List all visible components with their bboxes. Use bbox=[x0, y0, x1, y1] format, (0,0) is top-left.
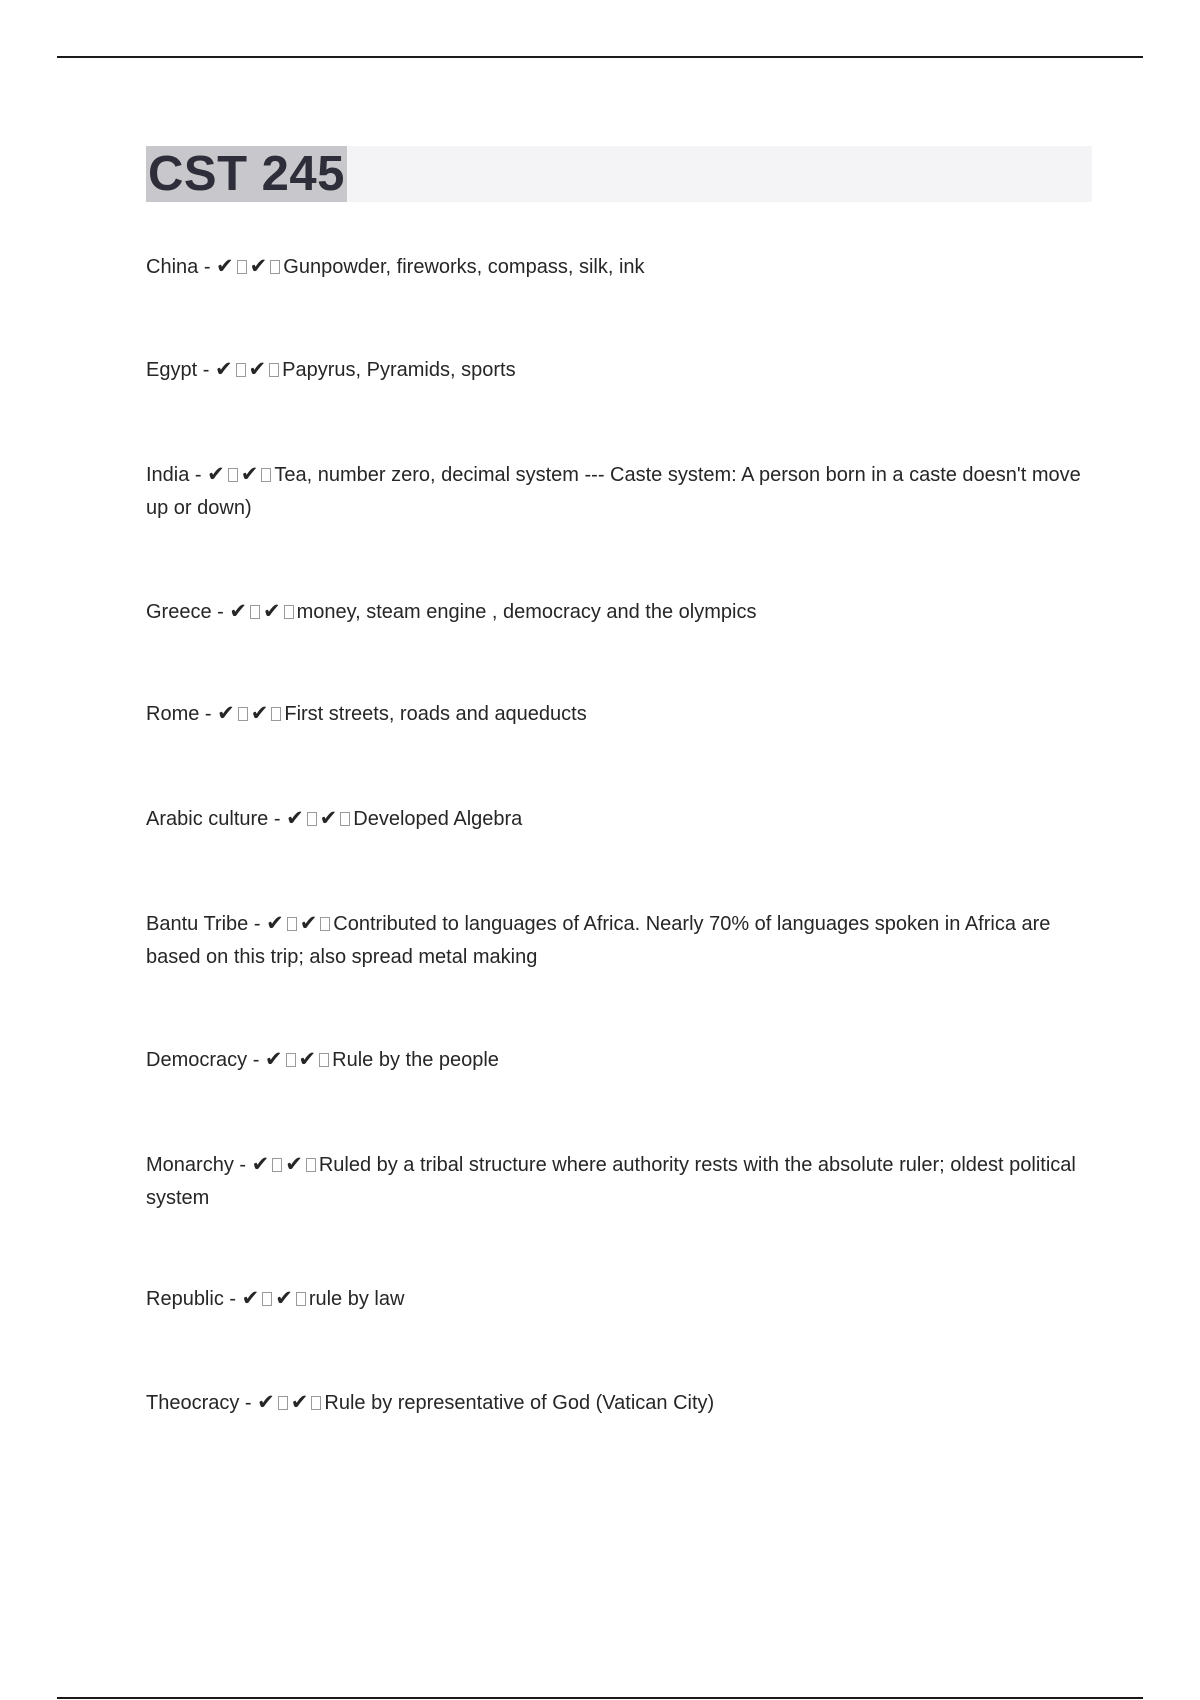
check-icon: ✔ bbox=[290, 1390, 309, 1414]
entry-republic bbox=[146, 1282, 1096, 1316]
missing-glyph-icon bbox=[307, 812, 317, 826]
entry-definition: Developed Algebra bbox=[353, 808, 523, 830]
check-icon: ✔ bbox=[299, 911, 318, 935]
entry-definition: Tea, number zero, decimal system --- Caste system: A person born in a caste doesn't move up or down) bbox=[146, 464, 1081, 519]
entry-arabic-culture bbox=[146, 802, 1096, 836]
page-title: CST 245 bbox=[148, 147, 345, 201]
missing-glyph-icon bbox=[272, 1158, 282, 1172]
entry-term: Theocracy bbox=[146, 1392, 240, 1414]
missing-glyph-icon bbox=[271, 707, 281, 721]
entry-separator: - bbox=[211, 601, 230, 623]
entry-definition: Gunpowder, fireworks, compass, silk, ink bbox=[283, 256, 645, 278]
entry-term: Republic bbox=[146, 1288, 224, 1310]
entry-definition: Rule by representative of God (Vatican City) bbox=[324, 1392, 715, 1414]
missing-glyph-icon bbox=[262, 1292, 272, 1306]
check-icon: ✔ bbox=[241, 1286, 260, 1310]
missing-glyph-icon bbox=[269, 363, 279, 377]
check-icon: ✔ bbox=[214, 357, 233, 381]
entry-separator: - bbox=[239, 1392, 258, 1414]
check-icon: ✔ bbox=[266, 911, 284, 935]
entry-separator: - bbox=[197, 359, 215, 381]
missing-glyph-icon bbox=[320, 917, 330, 931]
missing-glyph-icon bbox=[250, 605, 260, 619]
entry-definition: money, steam engine , democracy and the olympics bbox=[296, 601, 757, 623]
entry-theocracy bbox=[146, 1386, 1096, 1420]
entry-definition: rule by law bbox=[308, 1288, 405, 1310]
entry-greece bbox=[146, 595, 1096, 629]
entry-rome bbox=[146, 697, 1096, 731]
entry-separator: - bbox=[268, 808, 287, 830]
entry-definition: Contributed to languages of Africa. Nearly 70% of languages spoken in Africa are based on this trip; also spread metal making bbox=[146, 913, 1051, 968]
entry-bantu-tribe bbox=[146, 907, 1096, 974]
check-icon: ✔ bbox=[285, 1152, 303, 1176]
missing-glyph-icon bbox=[261, 468, 271, 482]
check-icon: ✔ bbox=[249, 254, 268, 278]
missing-glyph-icon bbox=[296, 1292, 306, 1306]
check-icon: ✔ bbox=[216, 254, 234, 278]
missing-glyph-icon bbox=[270, 260, 280, 274]
missing-glyph-icon bbox=[306, 1158, 316, 1172]
entry-separator: - bbox=[189, 464, 208, 486]
missing-glyph-icon bbox=[238, 707, 248, 721]
check-icon: ✔ bbox=[250, 701, 269, 725]
entry-term: Bantu Tribe bbox=[146, 913, 249, 935]
entry-term: India bbox=[146, 464, 190, 486]
check-icon: ✔ bbox=[240, 462, 259, 486]
entry-monarchy bbox=[146, 1148, 1096, 1215]
entry-term: Egypt bbox=[146, 359, 198, 381]
missing-glyph-icon bbox=[340, 812, 350, 826]
missing-glyph-icon bbox=[287, 917, 297, 931]
check-icon: ✔ bbox=[319, 806, 338, 830]
check-icon: ✔ bbox=[217, 701, 235, 725]
check-icon: ✔ bbox=[262, 599, 281, 623]
missing-glyph-icon bbox=[278, 1396, 288, 1410]
missing-glyph-icon bbox=[284, 605, 294, 619]
missing-glyph-icon bbox=[311, 1396, 321, 1410]
entry-definition: Rule by the people bbox=[332, 1049, 499, 1071]
entry-separator: - bbox=[248, 913, 267, 935]
entry-term: Democracy bbox=[146, 1049, 248, 1071]
check-icon: ✔ bbox=[264, 1047, 283, 1071]
entry-separator: - bbox=[199, 703, 218, 725]
entry-term: Monarchy bbox=[146, 1154, 234, 1176]
entry-definition: Ruled by a tribal structure where authority rests with the absolute ruler; oldest political system bbox=[146, 1154, 1076, 1209]
entry-separator: - bbox=[198, 256, 217, 278]
entry-egypt bbox=[146, 353, 1096, 387]
check-icon: ✔ bbox=[275, 1286, 293, 1310]
footer-rule bbox=[57, 1697, 1143, 1699]
check-icon: ✔ bbox=[286, 806, 304, 830]
entry-term: Arabic culture bbox=[146, 808, 269, 830]
header-rule bbox=[57, 56, 1143, 58]
missing-glyph-icon bbox=[319, 1053, 329, 1067]
entry-separator: - bbox=[247, 1049, 265, 1071]
entry-separator: - bbox=[223, 1288, 242, 1310]
entry-definition: First streets, roads and aqueducts bbox=[284, 703, 587, 725]
entry-separator: - bbox=[233, 1154, 252, 1176]
entry-term: Rome bbox=[146, 703, 200, 725]
entry-term: Greece bbox=[146, 601, 212, 623]
check-icon: ✔ bbox=[229, 599, 247, 623]
check-icon: ✔ bbox=[257, 1390, 275, 1414]
missing-glyph-icon bbox=[228, 468, 238, 482]
missing-glyph-icon bbox=[237, 260, 247, 274]
entry-definition: Papyrus, Pyramids, sports bbox=[282, 359, 516, 381]
entry-china bbox=[146, 250, 1096, 284]
check-icon: ✔ bbox=[207, 462, 225, 486]
check-icon: ✔ bbox=[248, 357, 267, 381]
entry-democracy bbox=[146, 1043, 1096, 1077]
check-icon: ✔ bbox=[298, 1047, 317, 1071]
entry-term: China bbox=[146, 256, 199, 278]
check-icon: ✔ bbox=[251, 1152, 270, 1176]
entry-india bbox=[146, 458, 1096, 525]
missing-glyph-icon bbox=[286, 1053, 296, 1067]
missing-glyph-icon bbox=[236, 363, 246, 377]
